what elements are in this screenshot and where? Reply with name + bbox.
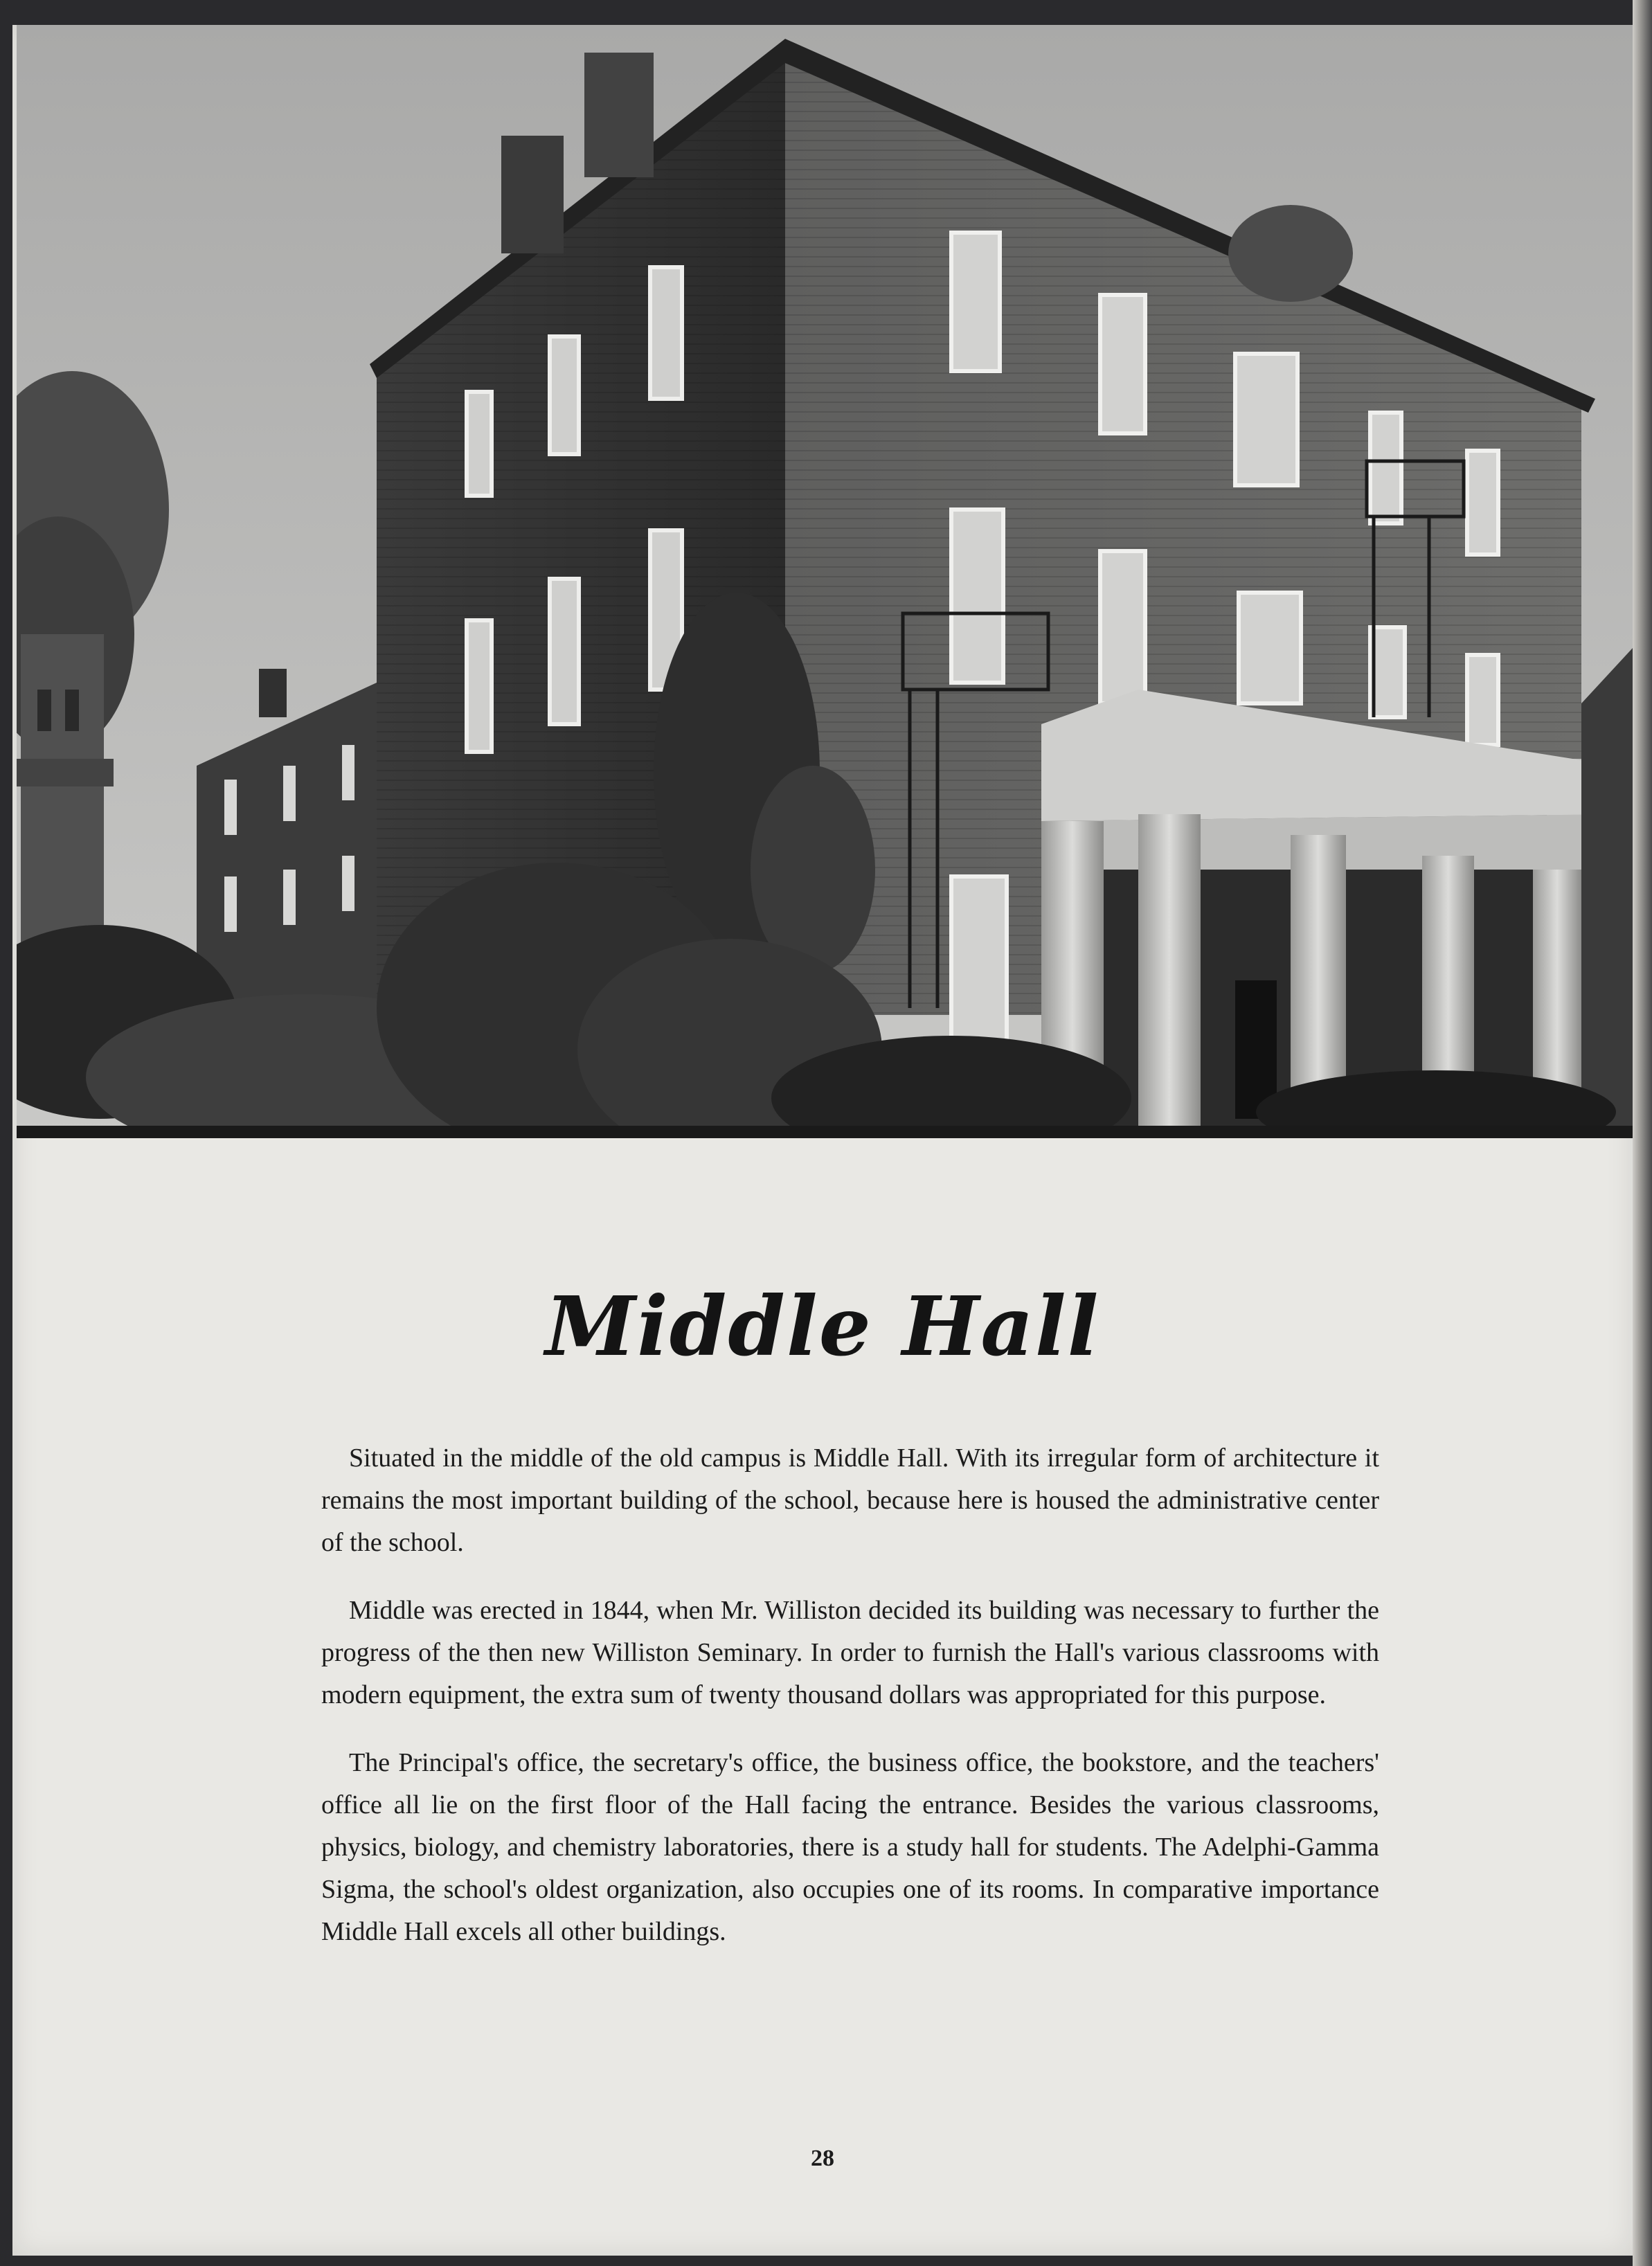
page-edge (1633, 0, 1652, 2266)
article-body (321, 1437, 1379, 1979)
article-title: Middle Hall (545, 1278, 1100, 1374)
middle-hall-photo (17, 25, 1633, 1138)
page-number: 28 (811, 2146, 834, 2171)
paragraph-3: The Principal's office, the secretary's office, the business office, the bookstore, and the teachers' office all lie on the first floor of the Hall facing the entrance. Besides the various classrooms, physics, biology, and chemistry laboratories, there is a study hall for students. The Adelphi-Gamma Sigma, the school's oldest organization, also occupies one of its rooms. In comparative importance Middle Hall excels all other buildings. (321, 1748, 1379, 1946)
document-page (12, 25, 1633, 2256)
building-illustration (17, 25, 1633, 1138)
paragraph-1: Situated in the middle of the old campus is Middle Hall. With its irregular form of architecture it remains the most important building of the school, because here is housed the administrative center of the school. (321, 1444, 1379, 1557)
paragraph-2: Middle was erected in 1844, when Mr. Williston decided its building was necessary to further the progress of the then new Williston Seminary. In order to furnish the Hall's various classrooms with modern equipment, the extra sum of twenty thousand dollars was appropriated for this purpose. (321, 1596, 1379, 1709)
